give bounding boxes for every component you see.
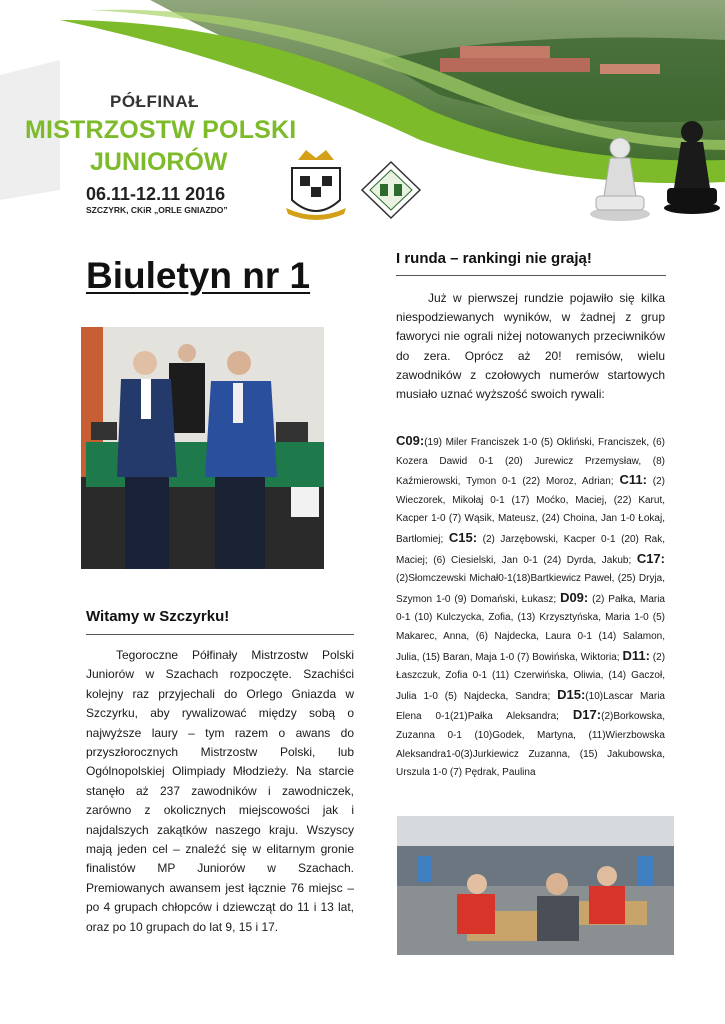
opening-ceremony-photo [81,327,324,569]
group-results-text: (2)Słomczewski Michał0-1(18)Bartkiewicz Paweł, (25) Dryja, Szymon 1-0 (9) Domański, Łukasz; [396,573,665,605]
semifinal-label: PÓŁFINAŁ [110,92,199,111]
header-banner [0,0,725,235]
group-results-text: (2) Pałka, Maria 0-1 (10) Kulczycka, Zofia, (13) Krzysztyńska, Maria 1-0 (5) Makarec, Anna, (6) Najdecka, Laura 0-1 (14) Salamon, Julia, (15) Baran, Maja 1-0 (7) Bowińska, Wiktoria; [396,593,665,663]
group-results-text: (10)Lascar Maria Elena 0-1(21)Pałka Aleksandra; [396,690,665,723]
hotel-building [440,58,590,72]
group-label: D17: [572,707,602,723]
group-results-text: (2) Wieczorek, Mikołaj 0-1 (17) Moćko, Maciej, (22) Karut, Kacper 1-0 (7) Wąsik, Mateusz, (24) Choina, Jan 1-0 Łokaj, Bartłomiej; [396,476,666,545]
round1-heading-rule [396,275,666,276]
welcome-heading: Witamy w Szczyrku! [86,608,230,625]
group-label: C15: [448,529,478,545]
event-venue: SZCZYRK, CKiR „ORLE GNIAZDO” [86,205,228,215]
group-label: D11: [622,647,650,663]
round1-intro-paragraph: Już w pierwszej rundzie pojawiło się kilka niespodziewanych wyników, w żadnej z grup faworyci nie ograli niżej notowanych przeciwników do zera. Oprócz aż 20! remisów, wielu zawodników z czołowych numerów startowych musiało uznać wyższość swoich rywali: [396,291,665,402]
round1-results [396,432,665,783]
round1-heading: I runda – rankingi nie grają! [396,250,592,267]
group-results-text: (19) Miler Franciszek 1-0 (5) Okliński, Franciszek, (6) Kozera Dawid 0-1 (20) Jurewicz Przemysław, (8) Kaźmierowski, Tymon 0-1 (22) Moroz, Adrian; [396,437,665,488]
group-results-text: (2)Borkowska, Zuzanna 0-1 (10)Godek, Martyna, (11)Wierzbowska Aleksandra1-0(3)Jurkiewicz Zuzanna, (15) Jakubowska, Urszula 1-0 (7) Pędrak, Paulina [396,711,666,779]
championship-title-line2: JUNIORÓW [90,148,228,176]
bulletin-title: Biuletyn nr 1 [86,255,311,296]
championship-title-line1: MISTRZOSTW POLSKI [25,116,297,144]
group-label: C11: [619,472,647,488]
group-label: C17: [636,550,665,566]
welcome-paragraph: Tegoroczne Półfinały Mistrzostw Polski Juniorów w Szachach rozpoczęte. Szachiści kolejny raz przyjechali do Orlego Gniazda w Szczyrku, aby rywalizować między sobą o najwyższe laury – tym razem o awans do przyszłorocznych Mistrzostw Polski, lub Ogólnopolskiej Olimpiady Młodzieży. Na starcie stanęło aż 237 zawodników i zawodniczek, zarówno z okolicznych miejscowości jak i najdalszych zakątków naszego kraju. Wszyscy mają jeden cel – znaleźć się w elitarnym gronie finalistów MP Juniorów w Szachach. Premiowanych awansem jest łącznie 76 miejsc – po 4 grupach chłopców i dziewcząt do 11 i 13 lat, oraz po 10 grupach do lat 9, 15 i 17. [86,648,354,934]
group-label: D15: [557,686,586,702]
event-dates: 06.11-12.11 2016 [86,184,226,204]
tournament-hall-photo [397,816,674,955]
group-results-text: (2) Jarzębowski, Kacper 0-1 (20) Rak, Maciej; (6) Ciesielski, Jan 0-1 (24) Dyrda, Jakub; [396,533,666,566]
group-label: D09: [560,589,589,605]
group-results-text: (2) Łaszczuk, Zofia 0-1 (11) Czerwińska, Oliwia, (14) Gaczoł, Julia 1-0 (5) Najdecka, Sandra; [396,651,666,702]
group-label: C09: [396,433,425,448]
welcome-heading-rule [86,634,354,635]
